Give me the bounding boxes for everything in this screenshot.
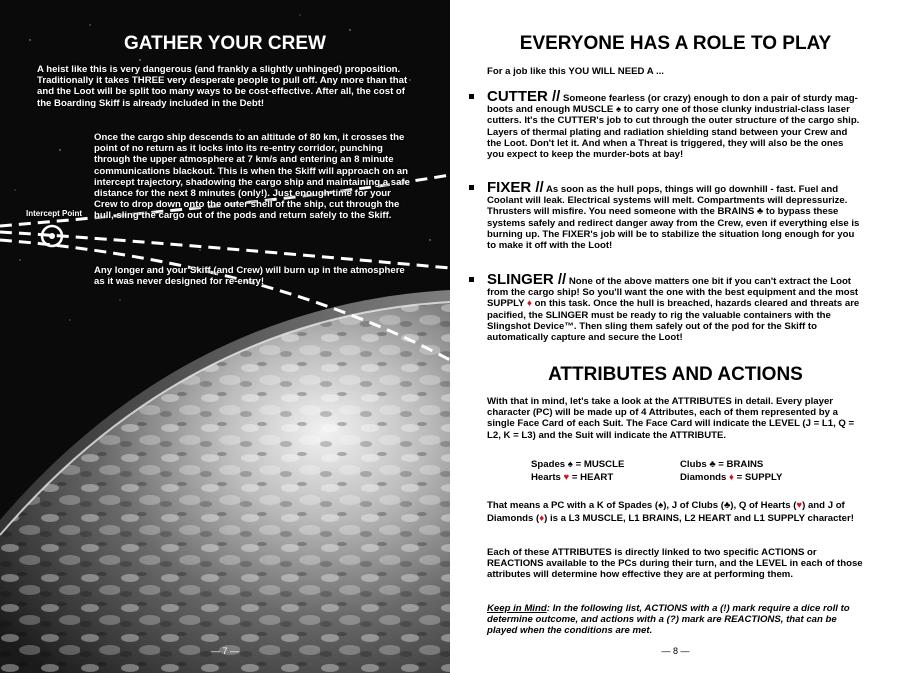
attributes-intro: With that in mind, let's take a look at the ATTRIBUTES in detail. Every player character (PC) will be made up of 4 Attributes, each of them represented by a single Face Card of each Suit. The Face Card will indicate the LEVEL (J = L1, Q = L2, K = L3) and the Suit will indicate the ATTRIBUTE. xyxy=(487,396,855,441)
right-page xyxy=(450,0,901,673)
role-name: CUTTER // xyxy=(487,88,561,105)
bullet-icon xyxy=(469,185,474,190)
spade-icon: ♠ xyxy=(615,104,622,116)
suit-clubs: Clubs ♣ = BRAINS xyxy=(680,459,764,470)
role-text: None of the above matters one bit if you can't extract the Loot from the cargo ship! So you'll want the one with the best equipment and the most SUPPLY xyxy=(487,276,859,310)
intercept-point-label: Intercept Point xyxy=(26,209,83,218)
suit-diamonds: Diamonds ♦ = SUPPLY xyxy=(680,472,783,483)
example-paragraph: That means a PC with a K of Spades (♠), J of Clubs (♣), Q of Hearts (♥) and J of Diamonds (♦) is a L3 MUSCLE, L1 BRAINS, L2 HEART and L1 SUPPLY character! xyxy=(487,500,854,524)
heart-icon: ♥ xyxy=(796,500,803,511)
burn-up-paragraph: Any longer and your Skiff (and Crew) will burn up in the atmosphere as it was never designed for re-entry! xyxy=(94,265,405,288)
role-text-cont: to carry one of those clunky industrial-class laser cutters. It's the CUTTER's job to cut through the outer structure of the cargo ship. Layers of thermal plating and radiation shielding stand between your Crew and the Loot. Don't let it. And when a Threat is triggered, they will also be the ones you expect to keep the murder-bots at bay! xyxy=(487,104,860,161)
intro-paragraph: A heist like this is very dangerous (and frankly a slightly unhinged) proposition. Traditionally it takes THREE very desperate people to pull off. Any more than that and the Loot will be split too many ways to be cost-effective. After all, the cost of the Boarding Skiff is already included in the Debt! xyxy=(37,64,408,109)
role-text-cont: on this task. Once the hull is breached, hazards cleared and threats are pacified, the SLINGER must be ready to rig the valuable containers with the Slingshot Device™. Then sling them safely out of the pod for the Skiff to automatically capture and secure the Loot! xyxy=(487,298,860,344)
role-name: FIXER // xyxy=(487,179,544,196)
page-title: EVERYONE HAS A ROLE TO PLAY xyxy=(519,33,832,54)
keep-in-mind-note: Keep in Mind: In the following list, ACTIONS with a (!) mark require a dice roll to determine outcome, and actions with a (?) mark are REACTIONS, that can be played when the conditions are met. xyxy=(487,603,850,637)
diamond-icon: ♦ xyxy=(539,512,545,524)
club-icon: ♣ xyxy=(709,459,716,470)
suit-hearts: Hearts ♥ = HEART xyxy=(531,472,614,483)
bullet-icon xyxy=(469,277,474,282)
role-text: As soon as the hull pops, things will go downhill - fast. Fuel and Coolant will leak. Electrical systems will melt. Compartments will depressurize. Thrusters will misfire. You need someone with the BRAINS xyxy=(487,184,848,218)
heart-icon: ♥ xyxy=(563,472,570,483)
role-cutter xyxy=(487,88,862,161)
bullet-icon xyxy=(469,94,474,99)
role-slinger xyxy=(487,271,862,344)
page-title: GATHER YOUR CREW xyxy=(124,33,326,54)
role-name: SLINGER // xyxy=(487,271,567,288)
spade-icon: ♠ xyxy=(658,500,664,511)
descent-paragraph: Once the cargo ship descends to an altitude of 80 km, it crosses the point of no return as it locks into its re-entry corridor, punching through the upper atmosphere at 7 km/s and entering an 8 minute communications blackout. This is when the Skiff will approach on an intercept trajectory, shadowing the cargo ship and maintaining a safe distance for the next 8 minutes (only!). Just enough time for your Crew to drop down onto the outer shell of the ship, cut through the hull, sling the cargo out of the pods and return safely to the Skiff. xyxy=(94,132,410,222)
page-number: — 8 — xyxy=(661,646,690,656)
diamond-icon: ♦ xyxy=(729,472,734,483)
page-number: — 7 — xyxy=(210,646,239,656)
lead-text: For a job like this YOU WILL NEED A ... xyxy=(487,66,664,77)
left-page xyxy=(0,0,450,673)
attributes-actions-paragraph: Each of these ATTRIBUTES is directly linked to two specific ACTIONS or REACTIONS available to the PCs during their turn, and the LEVEL in each of those attributes will determine how effective they are at performing them. xyxy=(487,547,863,581)
club-icon: ♣ xyxy=(756,206,764,218)
role-text: Someone fearless (or crazy) enough to don a pair of sturdy mag-boots and enough MUSCLE xyxy=(487,93,858,116)
spade-icon: ♠ xyxy=(567,459,573,470)
diamond-icon: ♦ xyxy=(527,298,532,310)
keep-in-mind-label: Keep in Mind xyxy=(487,603,547,614)
club-icon: ♣ xyxy=(724,500,731,511)
section-title: ATTRIBUTES AND ACTIONS xyxy=(548,364,803,385)
suit-spades: Spades ♠ = MUSCLE xyxy=(531,459,625,470)
role-text-cont: to bypass these systems safely and redirect danger away from the Crew, even if everything else is burning up. The FIXER's job will be to stabilize the situation long enough for you to make it off with the Loot! xyxy=(487,206,860,252)
role-fixer xyxy=(487,179,862,252)
